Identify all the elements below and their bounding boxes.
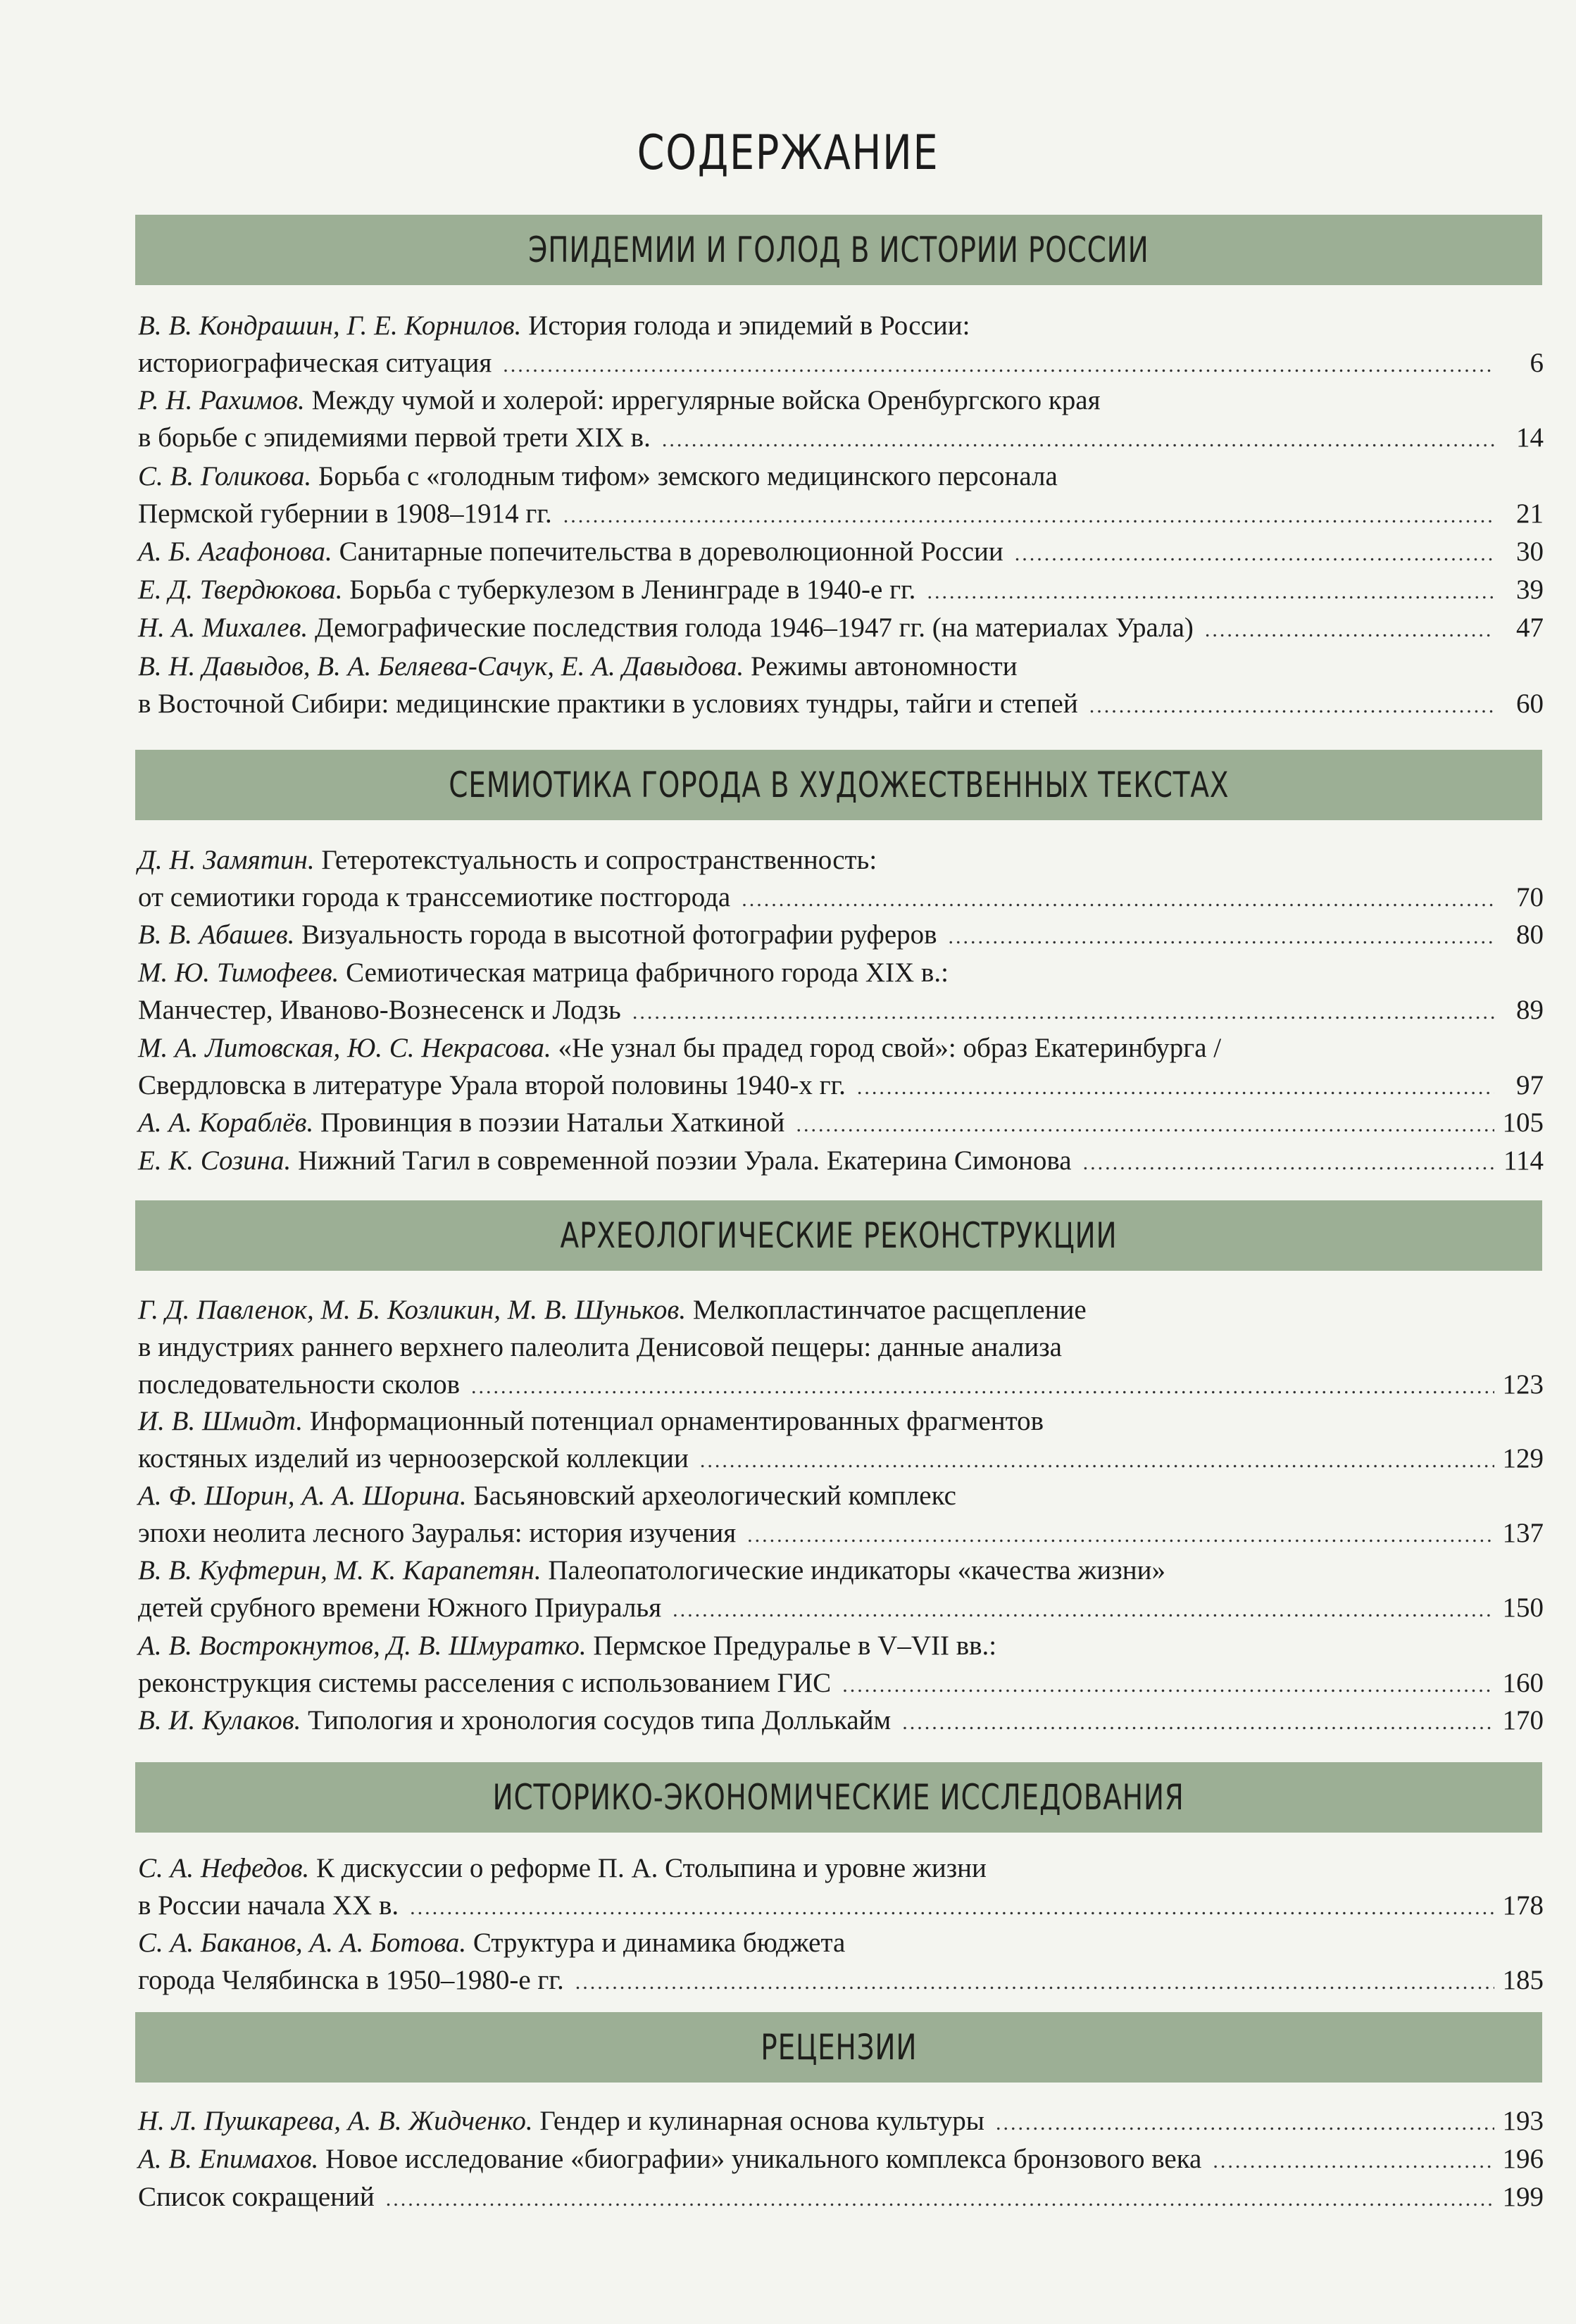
entry-authors: А. В. Вострокнутов, Д. В. Шмуратко. [138,1631,587,1661]
entry-title: Между чумой и холерой: иррегулярные войска Оренбургского края [311,385,1101,415]
page-number: 193 [1502,2106,1544,2136]
toc-entry[interactable] [138,1702,1544,1741]
leader-dots [1205,611,1494,648]
section-heading-text: СЕМИОТИКА ГОРОДА В ХУДОЖЕСТВЕННЫХ ТЕКСТАХ [448,765,1230,805]
page-number: 47 [1516,613,1544,643]
entry-title-cont: Манчестер, Иваново-Вознесенск и Лодзь [138,995,621,1025]
entry-title-cont: в России начала XX в. [138,1890,399,1921]
entry-authors: А. В. Епимахов. [138,2144,319,2174]
page-number: 60 [1516,689,1544,719]
entry-title: Борьба с туберкулезом в Ленинграде в 1940-е гг. [349,574,916,605]
entry-title-cont: от семиотики города к транссемиотике постгорода [138,882,731,912]
entry-title-cont: города Челябинска в 1950–1980-е гг. [138,1965,564,1995]
page-number: 199 [1502,2182,1544,2212]
leader-dots [632,993,1494,1031]
leader-dots [857,1069,1494,1106]
page-number: 21 [1516,498,1544,529]
entry-title-cont: Свердловска в литературе Урала второй половины 1940-х гг. [138,1070,846,1100]
leader-dots [796,1106,1494,1143]
entry-title: Мелкопластинчатое расщепление [692,1295,1087,1325]
entry-authors: А. Б. Агафонова. [138,536,332,567]
section-heading-epidemics [135,215,1542,285]
entry-title: Структура и динамика бюджета [473,1928,846,1958]
entry-title: Гетеротекстуальность и сопространственность: [321,845,877,875]
entry-authors: А. Ф. Шорин, А. А. Шорина. [138,1481,467,1511]
toc-entry[interactable] [138,2178,1544,2218]
section-heading-text: ИСТОРИКО-ЭКОНОМИЧЕСКИЕ ИССЛЕДОВАНИЯ [492,1777,1185,1818]
page-number: 70 [1516,882,1544,912]
entry-title-cont: в индустриях раннего верхнего палеолита Денисовой пещеры: данные анализа [138,1332,1062,1362]
toc-entry[interactable] [138,1142,1544,1181]
entry-authors: С. А. Нефедов. [138,1853,310,1883]
section-heading-economics [135,1762,1542,1833]
page-number: 39 [1516,574,1544,605]
page-number: 105 [1502,1107,1544,1138]
toc-entry[interactable] [138,533,1544,572]
page-number: 170 [1502,1705,1544,1735]
section-heading-semiotics [135,750,1542,820]
page-number: 150 [1502,1593,1544,1623]
toc-entry[interactable] [138,458,1544,534]
leader-dots [949,918,1494,955]
leader-dots [563,497,1494,534]
toc-entry[interactable] [138,2102,1544,2142]
leader-dots [1015,535,1494,572]
entry-title: Визуальность города в высотной фотографии руферов [301,919,937,950]
page-number: 80 [1516,919,1544,950]
leader-dots [410,1889,1494,1926]
entry-title-cont: костяных изделий из черноозерской коллекции [138,1443,689,1474]
toc-entry[interactable] [138,1849,1544,1926]
leader-dots [842,1666,1494,1704]
leader-dots [927,573,1494,610]
leader-dots [386,2180,1494,2218]
toc-entry[interactable] [138,841,1544,918]
section-heading-reviews [135,2012,1542,2083]
entry-title: Информационный потенциал орнаментированных фрагментов [309,1406,1044,1436]
entry-title: Басьяновский археологический комплекс [473,1481,956,1511]
entry-title: Демографические последствия голода 1946–1947 гг. (на материалах Урала) [315,613,1194,643]
entry-authors: С. А. Баканов, А. А. Ботова. [138,1928,467,1958]
leader-dots [575,1964,1494,2001]
entry-authors: Н. Л. Пушкарева, А. В. Жидченко. [138,2106,533,2136]
page-number: 123 [1502,1369,1544,1400]
leader-dots [902,1704,1494,1741]
leader-dots [747,1516,1494,1554]
entry-authors: М. А. Литовская, Ю. С. Некрасова. [138,1033,551,1063]
entry-authors: И. В. Шмидт. [138,1406,304,1436]
toc-entry[interactable] [138,382,1544,458]
entry-title-cont: детей срубного времени Южного Приуралья [138,1593,662,1623]
entry-title: Новое исследование «биографии» уникального комплекса бронзового века [325,2144,1202,2174]
entry-authors: Н. А. Михалев. [138,613,308,643]
entry-authors: Е. Д. Твердюкова. [138,574,343,605]
entry-authors: В. Н. Давыдов, В. А. Беляева-Сачук, Е. А. Давыдова. [138,651,744,682]
leader-dots [1089,687,1494,724]
leader-dots [662,421,1494,458]
entry-title: К дискуссии о реформе П. А. Столыпина и уровне жизни [316,1853,987,1883]
page-number: 137 [1502,1518,1544,1548]
section-heading-text: АРХЕОЛОГИЧЕСКИЕ РЕКОНСТРУКЦИИ [560,1215,1118,1256]
toc-entry[interactable] [138,1627,1544,1704]
entry-title: Гендер и кулинарная основа культуры [539,2106,984,2136]
page-title: СОДЕРЖАНИЕ [637,125,939,181]
entry-title: Список сокращений [138,2182,375,2212]
toc-entry[interactable] [138,648,1544,724]
page-number: 196 [1502,2144,1544,2174]
page-number: 114 [1503,1145,1544,1176]
page-number: 14 [1516,422,1544,453]
toc-entry[interactable] [138,1477,1544,1554]
entry-authors: В. В. Кондрашин, Г. Е. Корнилов. [138,310,522,341]
toc-entry[interactable] [138,571,1544,610]
toc-entry[interactable] [138,1402,1544,1479]
leader-dots [673,1591,1494,1628]
entry-title: Семиотическая матрица фабричного города XIX в.: [346,957,949,988]
entry-title-cont: эпохи неолита лесного Зауралья: история изучения [138,1518,737,1548]
entry-title: «Не узнал бы прадед город свой»: образ Екатеринбурга / [558,1033,1222,1063]
section-heading-archaeology [135,1200,1542,1271]
entry-authors: В. И. Кулаков. [138,1705,301,1735]
entry-title: Провинция в поэзии Натальи Хаткиной [320,1107,785,1138]
entry-authors: Р. Н. Рахимов. [138,385,305,415]
entry-title: Нижний Тагил в современной поэзии Урала. Екатерина Симонова [298,1145,1072,1176]
page-number: 178 [1502,1890,1544,1921]
leader-dots [1213,2142,1494,2180]
entry-authors: С. В. Голикова. [138,461,312,491]
entry-title: Режимы автономности [751,651,1018,682]
entry-authors: М. Ю. Тимофеев. [138,957,339,988]
leader-dots [503,346,1494,384]
section-heading-text: РЕЦЕНЗИИ [760,2027,918,2068]
entry-authors: Е. К. Созина. [138,1145,292,1176]
toc-entry[interactable] [138,307,1544,384]
entry-title: История голода и эпидемий в России: [528,310,970,341]
page-number: 160 [1502,1668,1544,1698]
page-number: 6 [1530,348,1544,378]
leader-dots [742,881,1494,918]
toc-entry[interactable] [138,2140,1544,2180]
entry-authors: В. В. Куфтерин, М. К. Карапетян. [138,1555,542,1585]
entry-authors: Д. Н. Замятин. [138,845,315,875]
entry-authors: А. А. Кораблёв. [138,1107,314,1138]
leader-dots [996,2104,1494,2142]
entry-title-cont: историографическая ситуация [138,348,492,378]
entry-title: Пермское Предуралье в V–VII вв.: [593,1631,997,1661]
toc-entry[interactable] [138,916,1544,955]
toc-entry[interactable] [138,1552,1544,1628]
leader-dots [471,1368,1494,1405]
section-heading-text: ЭПИДЕМИИ И ГОЛОД В ИСТОРИИ РОССИИ [528,230,1149,270]
entry-title: Борьба с «голодным тифом» земского медицинского персонала [318,461,1058,491]
leader-dots [700,1442,1494,1479]
entry-title-cont: в борьбе с эпидемиями первой трети XIX в. [138,422,651,453]
entry-title-cont: реконструкция системы расселения с использованием ГИС [138,1668,832,1698]
toc-entry[interactable] [138,1029,1544,1106]
page-number: 129 [1502,1443,1544,1474]
page-number: 30 [1516,536,1544,567]
toc-entry[interactable] [138,1924,1544,2001]
toc-entry[interactable] [138,1291,1544,1405]
entry-title: Санитарные попечительства в дореволюционной России [339,536,1003,567]
entry-authors: Г. Д. Павленок, М. Б. Козликин, М. В. Шуньков. [138,1295,687,1325]
toc-entry[interactable] [138,609,1544,648]
leader-dots [1083,1144,1494,1181]
page-number: 185 [1502,1965,1544,1995]
page-number: 97 [1516,1070,1544,1100]
entry-title: Типология и хронология сосудов типа Доллькайм [308,1705,892,1735]
entry-title-cont: последовательности сколов [138,1369,461,1400]
entry-title-cont: Пермской губернии в 1908–1914 гг. [138,498,552,529]
entry-title-cont: в Восточной Сибири: медицинские практики в условиях тундры, тайги и степей [138,689,1078,719]
toc-entry[interactable] [138,954,1544,1031]
entry-authors: В. В. Абашев. [138,919,295,950]
entry-title: Палеопатологические индикаторы «качества жизни» [548,1555,1165,1585]
page-number: 89 [1516,995,1544,1025]
toc-entry[interactable] [138,1104,1544,1143]
